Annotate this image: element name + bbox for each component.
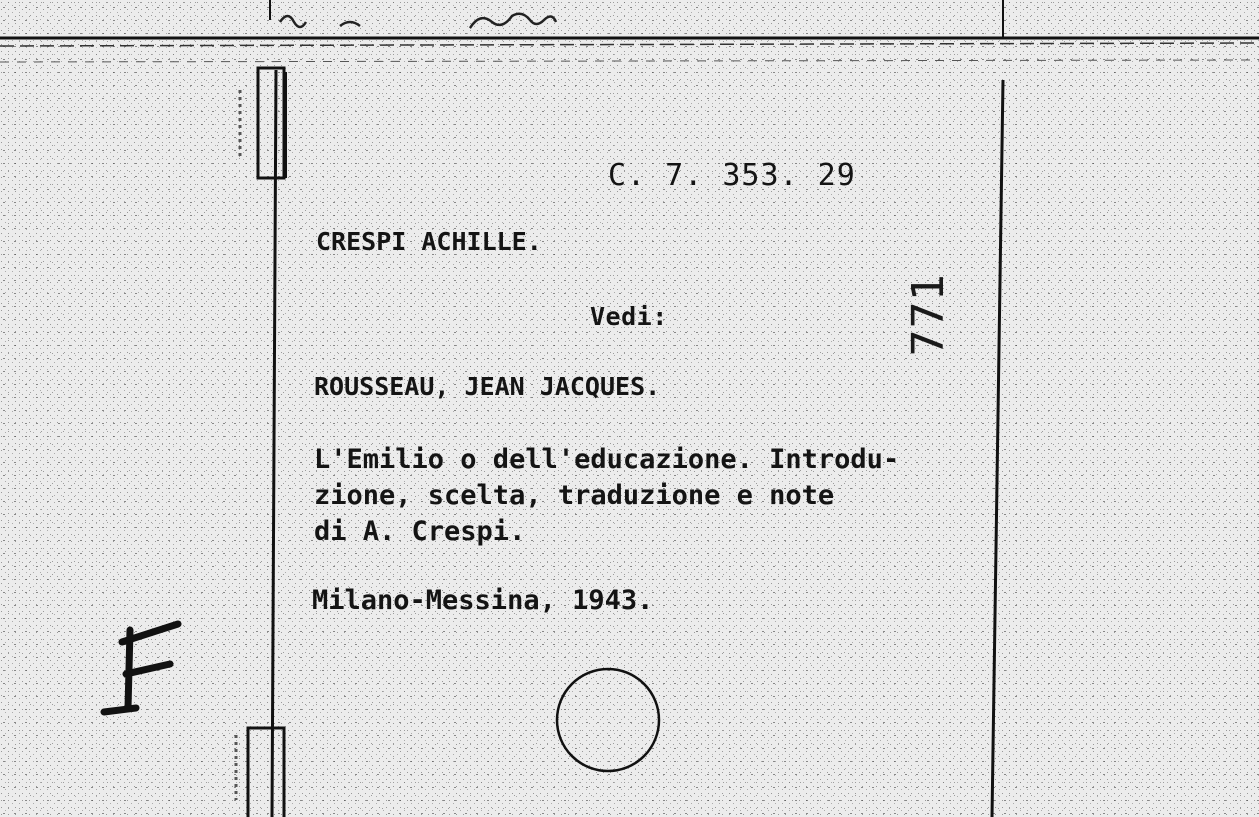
title-line: L'Emilio o dell'educazione. Introdu- [314, 444, 900, 475]
call-number: C. 7. 353. 29 [608, 158, 856, 193]
see-reference-label: Vedi: [590, 302, 668, 331]
imprint-line: Milano-Messina, 1943. [312, 585, 654, 616]
title-line: zione, scelta, traduzione e note [314, 480, 835, 511]
margin-mark: 771 [903, 273, 954, 357]
title-line: di A. Crespi. [314, 516, 526, 547]
handwritten-f-mark [100, 620, 190, 720]
see-reference-target: ROUSSEAU, JEAN JACQUES. [314, 372, 661, 401]
author-heading: CRESPI ACHILLE. [316, 227, 542, 256]
